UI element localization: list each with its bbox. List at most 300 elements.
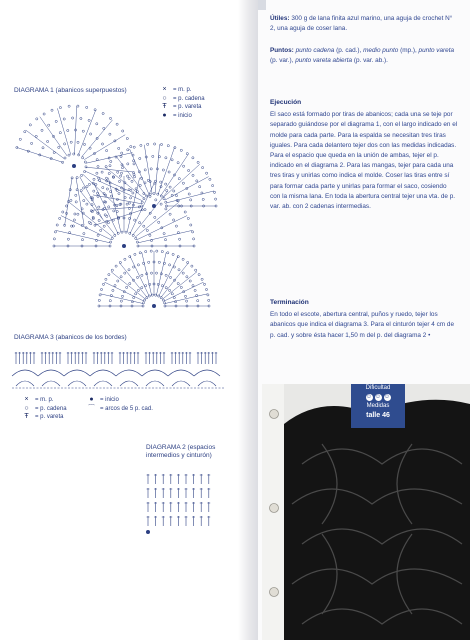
chain-stitch-mark <box>147 143 149 145</box>
chain-stitch-mark <box>74 213 76 215</box>
chain-stitch-mark <box>121 152 123 154</box>
chain-stitch-mark <box>119 261 121 263</box>
chain-stitch-mark <box>165 157 167 159</box>
start-dot <box>122 244 126 248</box>
chain-stitch-mark <box>77 213 79 215</box>
tall-stitch-icon: Ŧ <box>162 103 167 111</box>
chain-stitch-mark <box>189 280 191 282</box>
chain-stitch-mark <box>148 261 150 263</box>
chain-stitch-mark <box>154 143 156 145</box>
terminacion-text: En todo el escote, abertura central, puños y ruedo, tejer los abanicos que indica el diagrama 3. Para el cinturón tejer 4 cm de p. cad. y sobre ésta hacer 1,50 m del p. del diagrama 2 • <box>270 311 455 339</box>
cross-icon: × <box>162 86 167 93</box>
chain-stitch-mark <box>169 276 171 278</box>
chain-stitch-mark <box>206 172 208 174</box>
chain-stitch-mark <box>197 300 199 302</box>
diagram2-title-line: DIAGRAMA 2 (espacios <box>146 444 216 451</box>
chain-stitch-mark <box>161 285 163 287</box>
chain-stitch-mark <box>120 155 122 157</box>
chain-stitch-mark <box>109 133 111 135</box>
tall-stitch-line <box>17 148 63 163</box>
chain-stitch-mark <box>131 180 133 182</box>
chain-stitch-mark <box>134 253 136 255</box>
chain-stitch-mark <box>126 203 128 205</box>
tall-stitch-line <box>69 202 113 237</box>
chain-stitch-mark <box>108 274 110 276</box>
stitch-abbr: (p. var.), <box>270 57 296 65</box>
chain-stitch-mark <box>109 165 111 167</box>
chain-stitch-mark <box>182 182 184 184</box>
chain-stitch-mark <box>164 239 166 241</box>
chain-stitch-mark <box>109 117 111 119</box>
legend-text: = arcos de 5 p. cad. <box>100 405 153 412</box>
stitches-paragraph <box>270 46 458 66</box>
chain-stitch-mark <box>129 283 131 285</box>
chain-stitch-mark <box>55 120 57 122</box>
chain-stitch-mark <box>169 289 171 291</box>
chain-stitch-mark <box>161 251 163 253</box>
tall-stitch-line <box>82 120 113 157</box>
legend-text: = inicio <box>173 112 192 119</box>
chain-stitch-mark <box>121 167 123 169</box>
chain-stitch-mark <box>169 186 171 188</box>
chain-stitch-mark <box>184 295 186 297</box>
chain-stitch-mark <box>178 269 180 271</box>
tall-stitch-line <box>155 144 160 193</box>
chain-stitch-mark <box>93 190 95 192</box>
chain-stitch-mark <box>144 169 146 171</box>
start-dot <box>152 204 156 208</box>
chain-stitch-mark <box>116 123 118 125</box>
chain-stitch-mark <box>140 144 142 146</box>
chain-stitch-mark <box>82 130 84 132</box>
chain-stitch-mark <box>169 264 171 266</box>
chain-stitch-mark <box>167 252 169 254</box>
chain-stitch-mark <box>47 140 49 142</box>
start-dot <box>152 304 156 308</box>
chain-stitch-mark <box>132 192 134 194</box>
chain-stitch-mark <box>64 143 66 145</box>
tall-stitch-line <box>40 117 67 156</box>
chain-stitch-mark <box>75 194 77 196</box>
chain-stitch-mark <box>68 105 70 107</box>
chain-stitch-mark <box>160 181 162 183</box>
chain-stitch-mark <box>188 193 190 195</box>
chain-arc <box>90 370 116 376</box>
chain-stitch-mark <box>144 209 146 211</box>
chain-stitch-mark <box>100 229 102 231</box>
chain-stitch-mark <box>205 288 207 290</box>
chain-arc <box>172 381 190 386</box>
chain-stitch-mark <box>171 159 173 161</box>
chain-stitch-mark <box>150 250 152 252</box>
tall-stitch-line <box>80 177 103 219</box>
chain-oval-icon: ○ <box>162 94 167 102</box>
chain-stitch-mark <box>84 161 86 163</box>
chain-stitch-mark <box>101 143 103 145</box>
chain-stitch-mark <box>165 274 167 276</box>
tall-stitch-line <box>75 106 77 154</box>
chain-stitch-mark <box>59 107 61 109</box>
utiles-label: Útiles: <box>270 15 290 22</box>
chain-stitch-mark <box>36 118 38 120</box>
difficulty-mark-icon: ☺ <box>365 394 373 400</box>
chain-stitch-mark <box>149 195 151 197</box>
chain-stitch-mark <box>158 261 160 263</box>
chain-stitch-mark <box>56 224 58 226</box>
chain-stitch-mark <box>136 276 138 278</box>
tall-stitch-line <box>156 252 166 295</box>
tall-stitch-line <box>116 157 146 196</box>
tall-stitch-line <box>138 230 193 243</box>
legend-row <box>22 413 153 422</box>
chain-stitch-mark <box>145 251 147 253</box>
chain-stitch-mark <box>98 219 100 221</box>
chain-stitch-mark <box>193 238 195 240</box>
chain-stitch-mark <box>173 219 175 221</box>
chain-stitch-mark <box>113 210 115 212</box>
diagram2-grid-chart <box>144 470 216 536</box>
tall-stitch-line <box>61 216 112 240</box>
chain-stitch-mark <box>120 300 122 302</box>
chain-stitch-mark <box>186 300 188 302</box>
chain-stitch-mark <box>141 287 143 289</box>
difficulty-mark-icon: ☺ <box>374 394 382 400</box>
difficulty-label: Dificultad <box>365 385 391 391</box>
tall-stitch-line <box>98 180 143 201</box>
chain-stitch-mark <box>139 222 141 224</box>
tall-stitch-line <box>56 230 111 243</box>
legend-row <box>160 86 205 95</box>
chain-stitch-mark <box>192 231 194 233</box>
chain-stitch-mark <box>62 211 64 213</box>
chain-stitch-mark <box>156 250 158 252</box>
chain-stitch-mark <box>171 293 173 295</box>
chain-stitch-mark <box>59 132 61 134</box>
diagram1-title: DIAGRAMA 1 (abanicos superpuestos) <box>14 87 127 94</box>
chain-stitch-mark <box>67 238 69 240</box>
chain-stitch-mark <box>134 219 136 221</box>
chain-stitch-mark <box>93 178 95 180</box>
chain-stitch-mark <box>169 213 171 215</box>
utiles-text: 300 g de lana finita azul marino, una aguja de crochet N° 2, una aguja de coser lana. <box>270 15 453 33</box>
chain-stitch-mark <box>119 175 121 177</box>
chain-stitch-mark <box>83 233 85 235</box>
chain-stitch-mark <box>177 162 179 164</box>
chain-stitch-mark <box>98 299 100 301</box>
size-label: Medidas <box>366 403 390 409</box>
chain-stitch-mark <box>72 117 74 119</box>
chain-stitch-mark <box>124 258 126 260</box>
chain-stitch-mark <box>165 287 167 289</box>
chain-stitch-mark <box>133 146 135 148</box>
chain-stitch-mark <box>59 217 61 219</box>
chain-arc <box>198 381 216 386</box>
stitch-name: punto cadena <box>295 47 335 54</box>
chain-arc <box>120 381 138 386</box>
chain-stitch-mark <box>42 147 44 149</box>
chain-stitch-mark <box>173 297 175 299</box>
chain-stitch-mark <box>173 190 175 192</box>
chain-stitch-mark <box>128 202 130 204</box>
chain-stitch-mark <box>122 130 124 132</box>
chain-stitch-mark <box>128 177 130 179</box>
chain-stitch-mark <box>51 109 53 111</box>
chain-stitch-mark <box>190 224 192 226</box>
chain-arc <box>116 370 142 376</box>
chain-stitch-mark <box>106 188 108 190</box>
legend-text: = inicio <box>100 397 119 403</box>
chain-stitch-mark <box>125 231 127 233</box>
stitch-name: punto vareta <box>418 47 455 54</box>
chain-stitch-mark <box>128 269 130 271</box>
chain-stitch-mark <box>19 138 21 140</box>
chain-arc <box>64 370 90 376</box>
size-value: talle 46 <box>366 412 390 419</box>
tall-stitch-line <box>165 177 209 201</box>
chain-stitch-mark <box>111 237 113 239</box>
chain-stitch-mark <box>54 231 56 233</box>
chain-stitch-mark <box>199 186 201 188</box>
chain-stitch-mark <box>68 154 70 156</box>
chain-stitch-mark <box>77 141 79 143</box>
chain-arc <box>16 381 34 386</box>
chain-stitch-mark <box>84 171 86 173</box>
chain-stitch-mark <box>152 155 154 157</box>
stitch-name: medio punto <box>363 47 399 54</box>
chain-stitch-mark <box>75 201 77 203</box>
legend-row <box>22 396 153 405</box>
chain-stitch-mark <box>202 198 204 200</box>
tall-stitch-line <box>137 216 188 240</box>
materials-paragraph <box>270 14 458 34</box>
chain-stitch-mark <box>121 231 123 233</box>
legend-text: = m. p. <box>35 397 54 403</box>
diagram3-title: DIAGRAMA 3 (abanicos de los bordes) <box>14 334 127 341</box>
corner-mark <box>258 0 266 10</box>
chain-stitch-mark <box>106 150 108 152</box>
legend-text: = p. cadena <box>35 405 67 412</box>
cross-icon: × <box>24 396 29 403</box>
dot-icon: ● <box>162 111 167 119</box>
difficulty-mark-icon: ☺ <box>383 394 391 400</box>
chain-arc <box>94 381 112 386</box>
chain-stitch-mark <box>135 293 137 295</box>
chain-stitch-mark <box>53 238 55 240</box>
chain-stitch-mark <box>130 197 132 199</box>
chain-stitch-mark <box>88 119 90 121</box>
chain-stitch-mark <box>201 278 203 280</box>
legend-text: = p. cadena <box>173 95 205 102</box>
chain-stitch-mark <box>183 165 185 167</box>
chain-stitch-mark <box>143 225 145 227</box>
chain-stitch-mark <box>155 199 157 201</box>
chain-stitch-mark <box>133 163 135 165</box>
chain-stitch-mark <box>48 124 50 126</box>
chain-stitch-mark <box>139 184 141 186</box>
tall-stitch-line <box>166 191 214 203</box>
ejecucion-text: El saco está formado por tiras de abanicos; cada una se teje por separado guiándose por el diagrama 1, con el largo indicado en el molde para cada parte. Para la espalda se necesitan tres tiras iguales. Para cada delantero tejer dos con las medidas indicadas. Para el espacio que queda en la unión de ambas, tejer el p. indicado en el diagrama 2. Para las mangas, tejer para cada una tres tiras y unirlas como indica el molde. Coser las tiras entre sí para formar cada parte y unirlas para formar el saco, cosiendo con la misma lana. En toda la abertura central tejer una vta. de p. var. ab. con 2 cadenas intermedias. <box>270 111 458 211</box>
chain-stitch-mark <box>65 205 67 207</box>
chain-oval-icon: ○ <box>24 404 29 412</box>
chain-stitch-mark <box>108 206 110 208</box>
chain-stitch-mark <box>70 141 72 143</box>
chain-stitch-mark <box>173 266 175 268</box>
chain-stitch-mark <box>126 286 128 288</box>
chain-stitch-mark <box>162 169 164 171</box>
chain-stitch-mark <box>104 214 106 216</box>
chain-stitch-mark <box>83 187 85 189</box>
chain-stitch-mark <box>76 177 78 179</box>
diagram3-legend <box>22 396 153 422</box>
chain-stitch-mark <box>187 261 189 263</box>
ejecucion-section <box>270 98 458 212</box>
chain-stitch-mark <box>124 196 126 198</box>
chain-arc <box>142 370 168 376</box>
terminacion-section <box>270 298 458 341</box>
chain-stitch-mark <box>31 142 33 144</box>
chain-stitch-mark <box>112 289 114 291</box>
legend-text: = m. p. <box>173 87 192 93</box>
chain-stitch-mark <box>180 286 182 288</box>
chain-stitch-mark <box>167 145 169 147</box>
chain-stitch-mark <box>108 172 110 174</box>
chain-stitch-mark <box>141 201 143 203</box>
chain-stitch-mark <box>83 143 85 145</box>
tall-stitch-icon: Ŧ <box>24 413 29 421</box>
legend-text: = p. vareta <box>35 414 64 421</box>
chain-stitch-mark <box>88 221 90 223</box>
chain-arc <box>194 370 220 376</box>
chain-stitch-mark <box>80 117 82 119</box>
chain-stitch-mark <box>154 216 156 218</box>
chain-stitch-mark <box>155 272 157 274</box>
ejecucion-heading: Ejecución <box>270 99 302 106</box>
chain-stitch-mark <box>188 169 190 171</box>
chain-stitch-mark <box>187 217 189 219</box>
chain-stitch-mark <box>110 160 112 162</box>
start-dot <box>72 164 76 168</box>
chain-arc <box>12 370 38 376</box>
legend-row <box>22 405 153 414</box>
chain-stitch-mark <box>139 252 141 254</box>
stitch-abbr: (p. cad.), <box>336 47 364 54</box>
chain-stitch-mark <box>177 283 179 285</box>
difficulty-size-badge <box>351 384 405 428</box>
chain-stitch-mark <box>127 149 129 151</box>
chain-stitch-mark <box>160 143 162 145</box>
chain-stitch-mark <box>145 285 147 287</box>
chain-stitch-mark <box>168 171 170 173</box>
chain-stitch-mark <box>175 195 177 197</box>
chain-stitch-mark <box>105 177 107 179</box>
chain-stitch-mark <box>215 198 217 200</box>
chain-stitch-mark <box>111 269 113 271</box>
stitch-name: punto vareta abierta <box>295 57 353 65</box>
tall-stitch-line <box>135 202 179 237</box>
chain-stitch-mark <box>86 186 88 188</box>
chain-stitch-mark <box>98 206 100 208</box>
chain-stitch-mark <box>130 146 132 148</box>
dot-icon: ● <box>89 396 94 403</box>
chain-stitch-mark <box>77 105 79 107</box>
chain-stitch-mark <box>102 283 104 285</box>
start-dot <box>146 530 150 534</box>
legend-text: = p. vareta <box>173 104 202 111</box>
chain-stitch-mark <box>202 167 204 169</box>
puntos-label: Puntos: <box>270 47 294 54</box>
chain-stitch-mark <box>43 113 45 115</box>
chain-stitch-mark <box>146 229 148 231</box>
chain-stitch-mark <box>150 272 152 274</box>
chain-stitch-mark <box>198 274 200 276</box>
diagram2-title-line: intermedios y cinturón) <box>146 452 212 459</box>
chain-stitch-mark <box>105 278 107 280</box>
chain-stitch-mark <box>95 183 97 185</box>
chain-stitch-mark <box>197 161 199 163</box>
chain-stitch-mark <box>194 289 196 291</box>
chain-stitch-mark <box>58 146 60 148</box>
chain-stitch-mark <box>118 180 120 182</box>
chain-stitch-mark <box>81 239 83 241</box>
chain-stitch-mark <box>86 203 88 205</box>
chain-stitch-mark <box>86 106 88 108</box>
chain-stitch-mark <box>137 264 139 266</box>
chain-stitch-mark <box>114 285 116 287</box>
chain-stitch-mark <box>29 124 31 126</box>
chain-stitch-mark <box>67 129 69 131</box>
difficulty-rating <box>351 393 405 402</box>
chain-arc <box>42 381 60 386</box>
chain-stitch-mark <box>70 199 72 201</box>
chain-stitch-mark <box>96 123 98 125</box>
chain-stitch-mark <box>120 172 122 174</box>
chain-stitch-mark <box>133 297 135 299</box>
chain-stitch-mark <box>208 299 210 301</box>
chain-stitch-mark <box>115 265 117 267</box>
chain-stitch-mark <box>116 210 118 212</box>
chain-stitch-mark <box>126 137 128 139</box>
chain-stitch-mark <box>180 149 182 151</box>
chain-stitch-mark <box>191 265 193 267</box>
chain-stitch-mark <box>100 288 102 290</box>
chain-stitch-mark <box>97 234 99 236</box>
chain-stitch-mark <box>96 172 98 174</box>
chain-stitch-mark <box>118 192 120 194</box>
chain-stitch-mark <box>85 166 87 168</box>
chain-stitch-mark <box>117 280 119 282</box>
chain-arc <box>68 381 86 386</box>
chain-stitch-mark <box>83 200 85 202</box>
tall-stitch-line <box>78 110 95 155</box>
chain-stitch-mark <box>196 180 198 182</box>
tall-stitch-line <box>142 252 152 295</box>
chain-stitch-mark <box>165 208 167 210</box>
diagram2-title <box>146 444 215 460</box>
chain-stitch-mark <box>105 166 107 168</box>
chain-stitch-mark <box>178 178 180 180</box>
chain-stitch-mark <box>102 187 104 189</box>
stitch-abbr: (p. var. ab.). <box>353 57 388 65</box>
tall-stitch-line <box>83 174 118 207</box>
chain-stitch-mark <box>109 300 111 302</box>
chain-stitch-mark <box>117 171 119 173</box>
chain-stitch-mark <box>135 237 137 239</box>
chain-stitch-mark <box>124 272 126 274</box>
chain-stitch-mark <box>94 109 96 111</box>
chain-stitch-mark <box>149 193 151 195</box>
chain-stitch-mark <box>182 272 184 274</box>
tall-stitch-line <box>86 153 133 164</box>
